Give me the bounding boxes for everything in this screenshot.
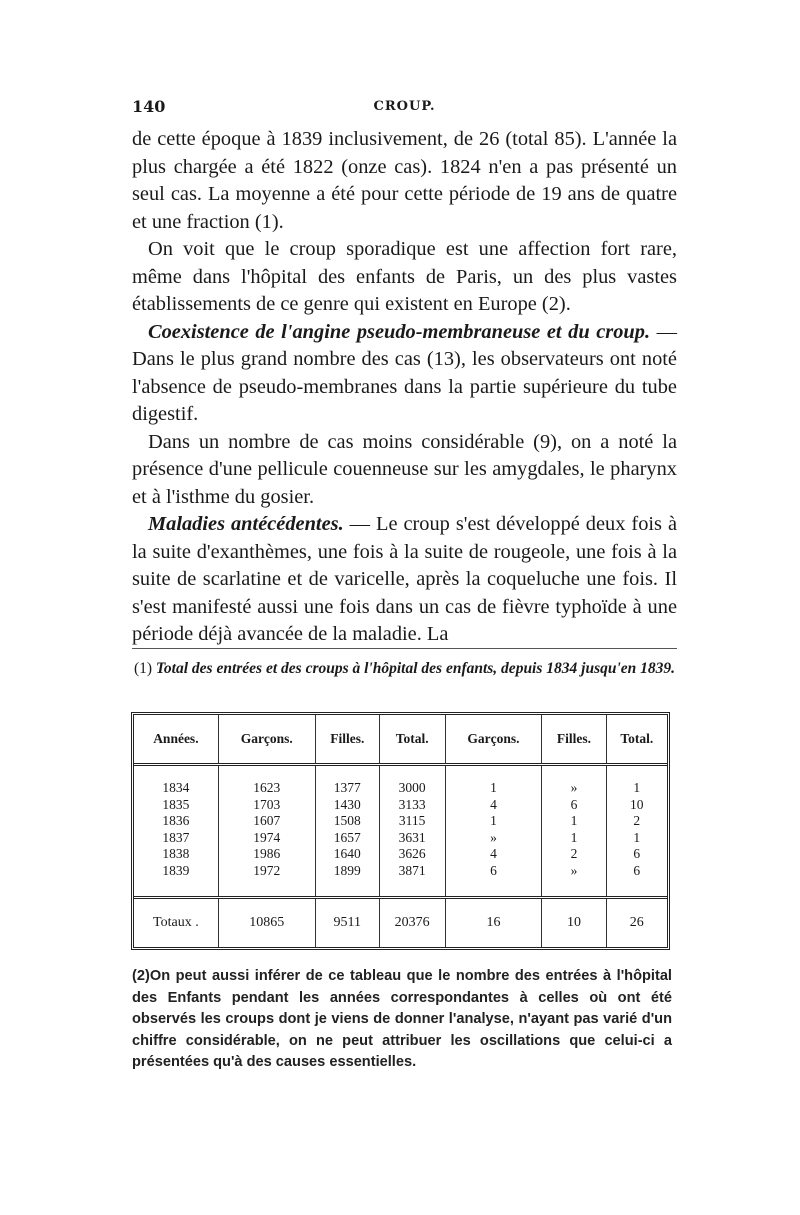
col-header-garcons: Garçons. [218,715,315,765]
table-cell: 4 [490,796,497,812]
totals-cell: 10865 [218,898,315,948]
paragraph-text: On voit que le croup sporadique est une affection fort rare, même dans l'hôpital des enfants de Paris, un des plus vastes établissements de ce genre qui existent en Europe (2). [132,238,677,315]
column-total [379,765,445,898]
totals-row [134,898,667,948]
page-number: 140 [132,97,166,116]
table-cell: 1986 [253,846,281,862]
paragraph-text: Dans un nombre de cas moins considérable (9), on a noté la présence d'une pellicule couenneuse sur les amygdales, le pharynx et à l'isthme du gosier. [132,430,677,508]
table-cell: 3115 [398,813,426,829]
footnote-1 [132,658,677,679]
table-cell: 6 [490,862,497,878]
table-cell: 1640 [333,846,361,862]
paragraph [132,319,677,429]
column-croup-filles [542,765,606,898]
column-croup-total [606,765,667,898]
col-header-annees: Années. [134,715,218,765]
table-cell: 1 [633,829,641,845]
table-cell: 6 [570,796,578,812]
col-header-croup-filles: Filles. [542,715,606,765]
totals-cell: 20376 [379,898,445,948]
column-croup-garcons [445,765,542,898]
footnote-2: (2)On peut aussi inférer de ce tableau que le nombre des entrées à l'hôpital des Enfants pendant les années correspondantes à celles où ont été observés les croups dont je viens de donner l'analyse, n'ayant pas varié d'un chiffre considérable, on ne peut attribuer les oscillations que celui-ci a présentées qu'à des causes essentielles. [132,968,672,1070]
table-cell: 1 [570,829,578,845]
col-header-filles: Filles. [315,715,379,765]
table-cell: 1834 [162,780,190,795]
paragraph [132,429,677,512]
totals-label: Totaux . [134,898,218,948]
paragraph-text: de cette époque à 1839 inclusivement, de 26 (total 85). L'année la plus chargée a été 1822 (onze cas). 1824 n'en a pas présenté un seul cas. La moyenne a été pour cette période de 19 ans de quatre et une fraction (1). [132,128,677,233]
col-header-total: Total. [379,715,445,765]
table-cell: 1430 [333,796,361,812]
section-heading: Maladies antécédentes. [148,513,344,535]
table-cell: 1835 [162,796,190,812]
section-heading: Coexistence de l'angine pseudo-membraneuse et du croup. [148,320,651,343]
table-cell: 1 [490,813,497,829]
table-cell: 2 [570,846,578,862]
table-cell: 6 [633,846,641,862]
table-cell: 1899 [333,862,361,878]
table-cell: 1703 [253,796,281,812]
table-cell: 1607 [253,813,281,829]
paragraph-text: — Le croup s'est développé deux fois à la suite d'exanthèmes, une fois à la suite de rougeole, une fois à la suite de scarlatine et de varicelle, après la coqueluche une fois. Il s'est manifesté aussi une fois dans un cas de fièvre typhoïde à une période déjà avancée de la maladie. La [132,513,677,645]
page-header [132,97,677,119]
table-header-row [134,715,667,765]
table-cell: 3626 [398,846,426,862]
footnote-marker: (1) [133,660,153,677]
table-cell: 1839 [162,862,190,878]
table-cell: 1974 [253,829,281,845]
totals-cell: 16 [445,898,542,948]
table-cell: » [570,862,578,878]
table-cell: 3000 [398,780,426,795]
table-cell: 3133 [398,796,426,812]
column-annees [134,765,218,898]
col-header-croup-total: Total. [606,715,667,765]
table-cell: 1623 [253,780,281,795]
table-cell: 1657 [333,829,361,845]
table-cell: » [570,780,578,795]
table-cell: 4 [490,846,497,862]
table-data-block [134,765,667,898]
footnote-rule [132,648,677,649]
running-title: CROUP. [373,99,436,114]
table-cell: 3871 [398,862,426,878]
totals-cell: 10 [542,898,606,948]
column-garcons [218,765,315,898]
footnote-text: Total des entrées et des croups à l'hôpital des enfants, depuis 1834 jusqu'en 1839. [155,660,676,677]
col-header-croup-garcons: Garçons. [445,715,542,765]
paragraph [132,236,677,319]
table-cell: 1972 [253,862,281,878]
table-cell: 3631 [398,829,426,845]
paragraph-text: — Dans le plus grand nombre des cas (13), les observateurs ont noté l'absence de pseudo-membranes dans la partie supérieure du tube digestif. [132,320,677,425]
table-cell: 6 [633,862,641,878]
table-cell: 1836 [162,813,190,829]
statistics-table [131,712,670,950]
table-cell: 1 [633,780,641,795]
paragraph [132,126,677,236]
table-cell: 1508 [333,813,361,829]
totals-cell: 26 [606,898,667,948]
table-cell: » [490,829,497,845]
paragraph [132,511,677,649]
main-text [132,126,677,649]
table-cell: 2 [633,813,641,829]
totals-cell: 9511 [315,898,379,948]
table-cell: 1837 [162,829,190,845]
column-filles [315,765,379,898]
table-cell: 10 [630,796,644,812]
table-cell: 1 [570,813,578,829]
table-cell: 1 [490,780,497,795]
table-cell: 1377 [333,780,361,795]
table-cell: 1838 [162,846,190,862]
